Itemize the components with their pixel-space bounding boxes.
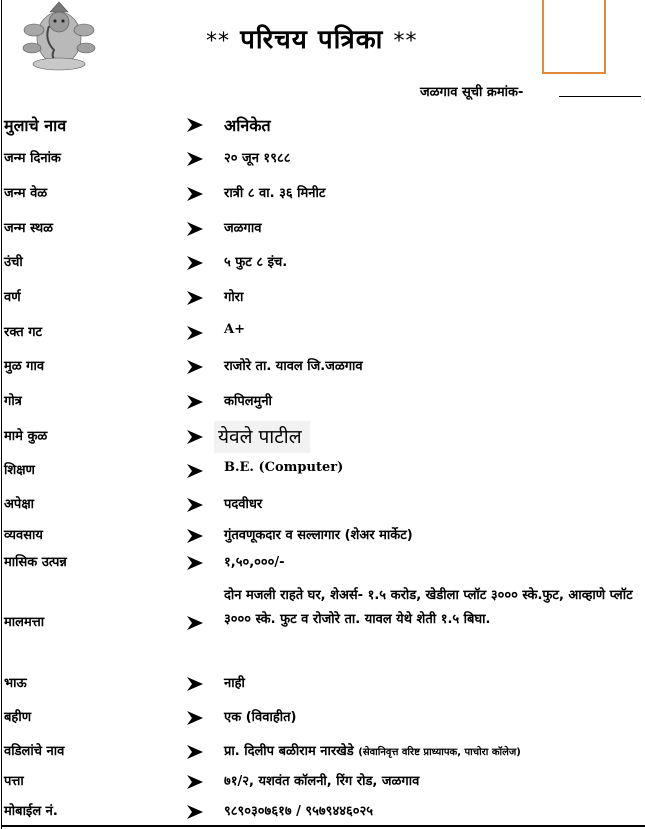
label-mobile: मोबाईल नं.	[4, 804, 58, 819]
arrowhead-icon	[186, 394, 204, 410]
list-number-label: जळगाव सूची क्रमांक-	[420, 85, 524, 100]
title-stars-right: **	[393, 29, 418, 54]
arrowhead-icon	[186, 774, 204, 790]
value-birth-date: २० जून १९८८	[224, 151, 291, 166]
value-education: B.E. (Computer)	[224, 460, 344, 475]
label-education: शिक्षण	[4, 463, 35, 478]
label-name: मुलाचे नाव	[4, 116, 67, 135]
value-blood-group: A+	[224, 322, 245, 337]
label-birth-time: जन्म वेळ	[4, 186, 48, 201]
value-address: ७१/२, यशवंत कॉलनी, रिंग रोड, जळगाव	[224, 774, 420, 789]
value-father-name-wrap	[224, 741, 521, 759]
value-father-note: (सेवानिवृत्त वरिष्ट प्राध्यापक, पाचोरा कॉलेज)	[358, 747, 521, 758]
deity-image	[14, 0, 104, 72]
value-gotra: कपिलमुनी	[224, 394, 272, 409]
value-brother: नाही	[224, 676, 245, 691]
value-occupation: गुंतवणूकदार व सल्लागार (शेअर मार्केट)	[224, 528, 413, 543]
arrowhead-icon	[186, 555, 204, 571]
list-number-blank-line	[559, 96, 641, 97]
arrowhead-icon	[186, 615, 204, 631]
value-complexion: गोरा	[224, 290, 244, 305]
value-mobile: ९८९०३०७६१७ / ९५७९४४६०२५	[224, 804, 373, 819]
label-blood-group: रक्त गट	[4, 325, 43, 340]
label-birth-place: जन्म स्थळ	[4, 221, 54, 236]
label-gotra: गोत्र	[4, 394, 22, 409]
arrowhead-icon	[186, 359, 204, 375]
label-address: पत्ता	[4, 774, 24, 789]
label-native-place: मुळ गाव	[4, 359, 45, 374]
page-title	[206, 20, 417, 56]
label-birth-date: जन्म दिनांक	[4, 151, 61, 166]
label-brother: भाऊ	[4, 676, 27, 691]
arrowhead-icon	[186, 497, 204, 513]
arrowhead-icon	[186, 117, 204, 133]
page-bottom-border	[1, 825, 645, 827]
value-birth-place: जळगाव	[224, 221, 262, 236]
arrowhead-icon	[186, 151, 204, 167]
label-sister: बहीण	[4, 710, 32, 725]
title-stars-left: **	[206, 29, 230, 54]
value-birth-time: रात्री ८ वा. ३६ मिनीट	[224, 186, 326, 201]
arrowhead-icon	[186, 463, 204, 479]
arrowhead-icon	[186, 429, 204, 445]
label-property: मालमत्ता	[4, 615, 45, 630]
arrowhead-icon	[186, 255, 204, 271]
label-complexion: वर्ण	[4, 290, 21, 305]
label-father-name: वडिलांचे नाव	[4, 744, 65, 759]
value-height: ५ फुट ८ इंच.	[224, 255, 288, 270]
label-monthly-income: मासिक उत्पन्न	[4, 555, 67, 570]
value-expectation: पदवीधर	[224, 497, 263, 512]
value-father-name: प्रा. दिलीप बळीराम नारखेडे	[224, 744, 354, 759]
value-native-place: राजोरे ता. यावल जि.जळगाव	[224, 359, 363, 374]
arrowhead-icon	[186, 528, 204, 544]
value-monthly-income: १,५०,०००/-	[224, 555, 285, 570]
arrowhead-icon	[186, 710, 204, 726]
arrowhead-icon	[186, 186, 204, 202]
value-property: दोन मजली राहते घर, शेअर्स- १.५ करोड, खेडीला प्लॉट ३००० स्के.फुट, आव्हाणे प्लॉट ३००० स्के. फुट व रोजोरे ता. यावल येथे शेती १.५ बिघा.	[224, 588, 633, 627]
value-sister: एक (विवाहीत)	[224, 710, 297, 725]
arrowhead-icon	[186, 744, 204, 760]
value-name: अनिकेत	[224, 116, 271, 135]
label-expectation: अपेक्षा	[4, 497, 35, 512]
photo-placeholder-box	[542, 0, 606, 74]
label-height: उंची	[4, 255, 23, 270]
arrowhead-icon	[186, 290, 204, 306]
label-occupation: व्यवसाय	[4, 528, 43, 543]
arrowhead-icon	[186, 676, 204, 692]
arrowhead-icon	[186, 221, 204, 237]
page-left-border	[1, 0, 2, 829]
arrowhead-icon	[186, 804, 204, 820]
value-maternal-clan: येवले पाटील	[214, 421, 310, 453]
arrowhead-icon	[186, 325, 204, 341]
label-maternal-clan: मामे कुळ	[4, 429, 48, 444]
title-text: परिचय पत्रिका	[240, 25, 384, 55]
